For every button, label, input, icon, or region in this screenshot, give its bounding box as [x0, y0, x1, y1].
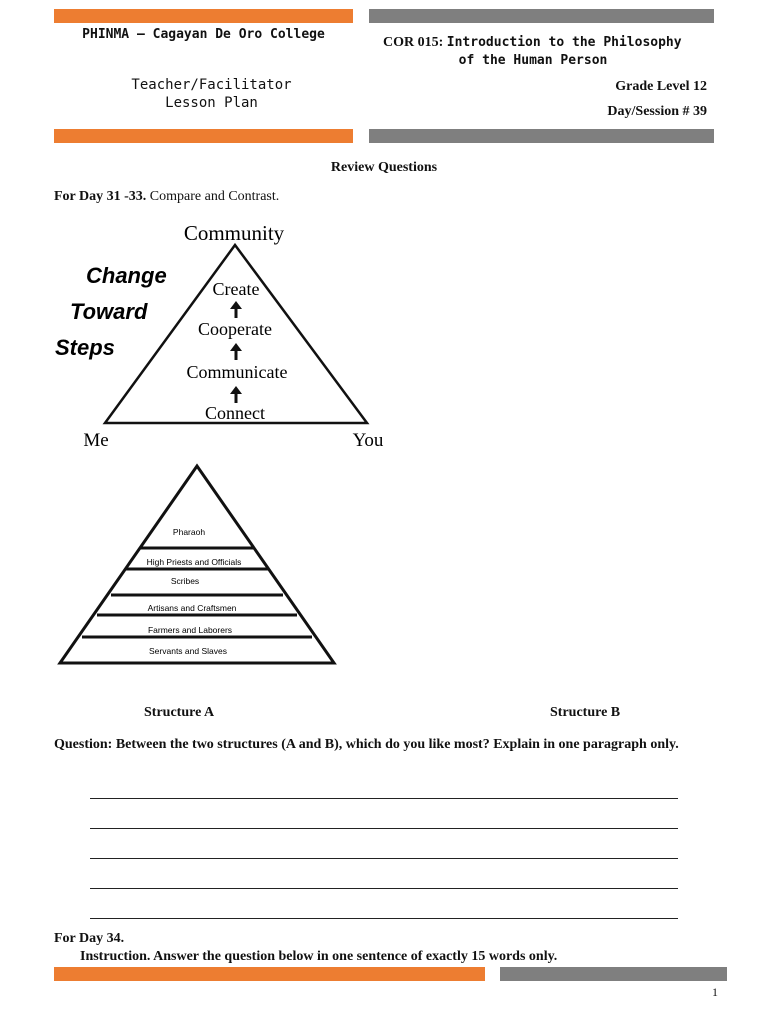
- doc-type-line2: Lesson Plan: [165, 95, 258, 111]
- course-title-line1: [383, 35, 713, 51]
- step-connect: Connect: [205, 403, 265, 423]
- tier-pharaoh: Pharaoh: [172, 527, 206, 537]
- arrow-up-icon: [230, 343, 242, 360]
- side-line-3: Steps: [55, 335, 115, 360]
- doc-type-line1: Teacher/Facilitator: [131, 77, 292, 93]
- day-31-33-instruction: Compare and Contrast.: [149, 189, 280, 204]
- structure-a-label: Structure A: [144, 705, 215, 720]
- triangle-top-label: Community: [183, 221, 285, 245]
- course-title-line2: of the Human Person: [458, 53, 608, 68]
- social-pyramid-diagram: [55, 462, 340, 670]
- header-bottom-bar-left: [54, 129, 353, 143]
- arrow-up-icon: [230, 301, 242, 318]
- answer-line[interactable]: [90, 918, 678, 919]
- day-31-33-label: For Day 31 -33.: [54, 189, 147, 204]
- tier-servants: Servants and Slaves: [149, 646, 227, 656]
- structure-b-label: Structure B: [550, 705, 621, 720]
- side-line-1: Change: [86, 263, 167, 288]
- tier-farmers: Farmers and Laborers: [147, 625, 233, 635]
- course-code: COR 015:: [383, 35, 444, 50]
- grade-level: Grade Level 12: [615, 79, 707, 94]
- answer-line[interactable]: [90, 798, 678, 799]
- triangle-right-label: You: [352, 430, 384, 451]
- course-title: Introduction to the Philosophy: [446, 35, 682, 50]
- tier-artisans: Artisans and Craftsmen: [147, 603, 237, 613]
- day-34-instruction: Instruction. Answer the question below in one sentence of exactly 15 words only.: [80, 949, 558, 964]
- triangle-left-label: Me: [83, 430, 109, 451]
- step-create: Create: [212, 279, 260, 299]
- day-session: Day/Session # 39: [607, 104, 707, 119]
- question-text: Question: Between the two structures (A and B), which do you like most? Explain in one paragraph only.: [54, 737, 679, 752]
- footer-bar-left: [54, 967, 485, 981]
- answer-line[interactable]: [90, 888, 678, 889]
- community-triangle-diagram: [40, 215, 400, 455]
- page-number: 1: [712, 985, 718, 999]
- header-top-bar-left: [54, 9, 353, 23]
- side-line-2: Toward: [70, 299, 148, 324]
- header-top-bar-right: [369, 9, 714, 23]
- section-title: Review Questions: [330, 160, 438, 175]
- tier-high-priests: High Priests and Officials: [146, 557, 242, 567]
- step-cooperate: Cooperate: [198, 319, 272, 339]
- footer-bar-right: [500, 967, 727, 981]
- step-communicate: Communicate: [186, 362, 288, 382]
- header-bottom-bar-right: [369, 129, 714, 143]
- arrow-up-icon: [230, 386, 242, 403]
- college-name: PHINMA – Cagayan De Oro College: [82, 27, 325, 42]
- day-31-33-line: [54, 189, 279, 205]
- day-34-label: For Day 34.: [54, 931, 125, 946]
- answer-line[interactable]: [90, 858, 678, 859]
- tier-scribes: Scribes: [170, 576, 200, 586]
- answer-line[interactable]: [90, 828, 678, 829]
